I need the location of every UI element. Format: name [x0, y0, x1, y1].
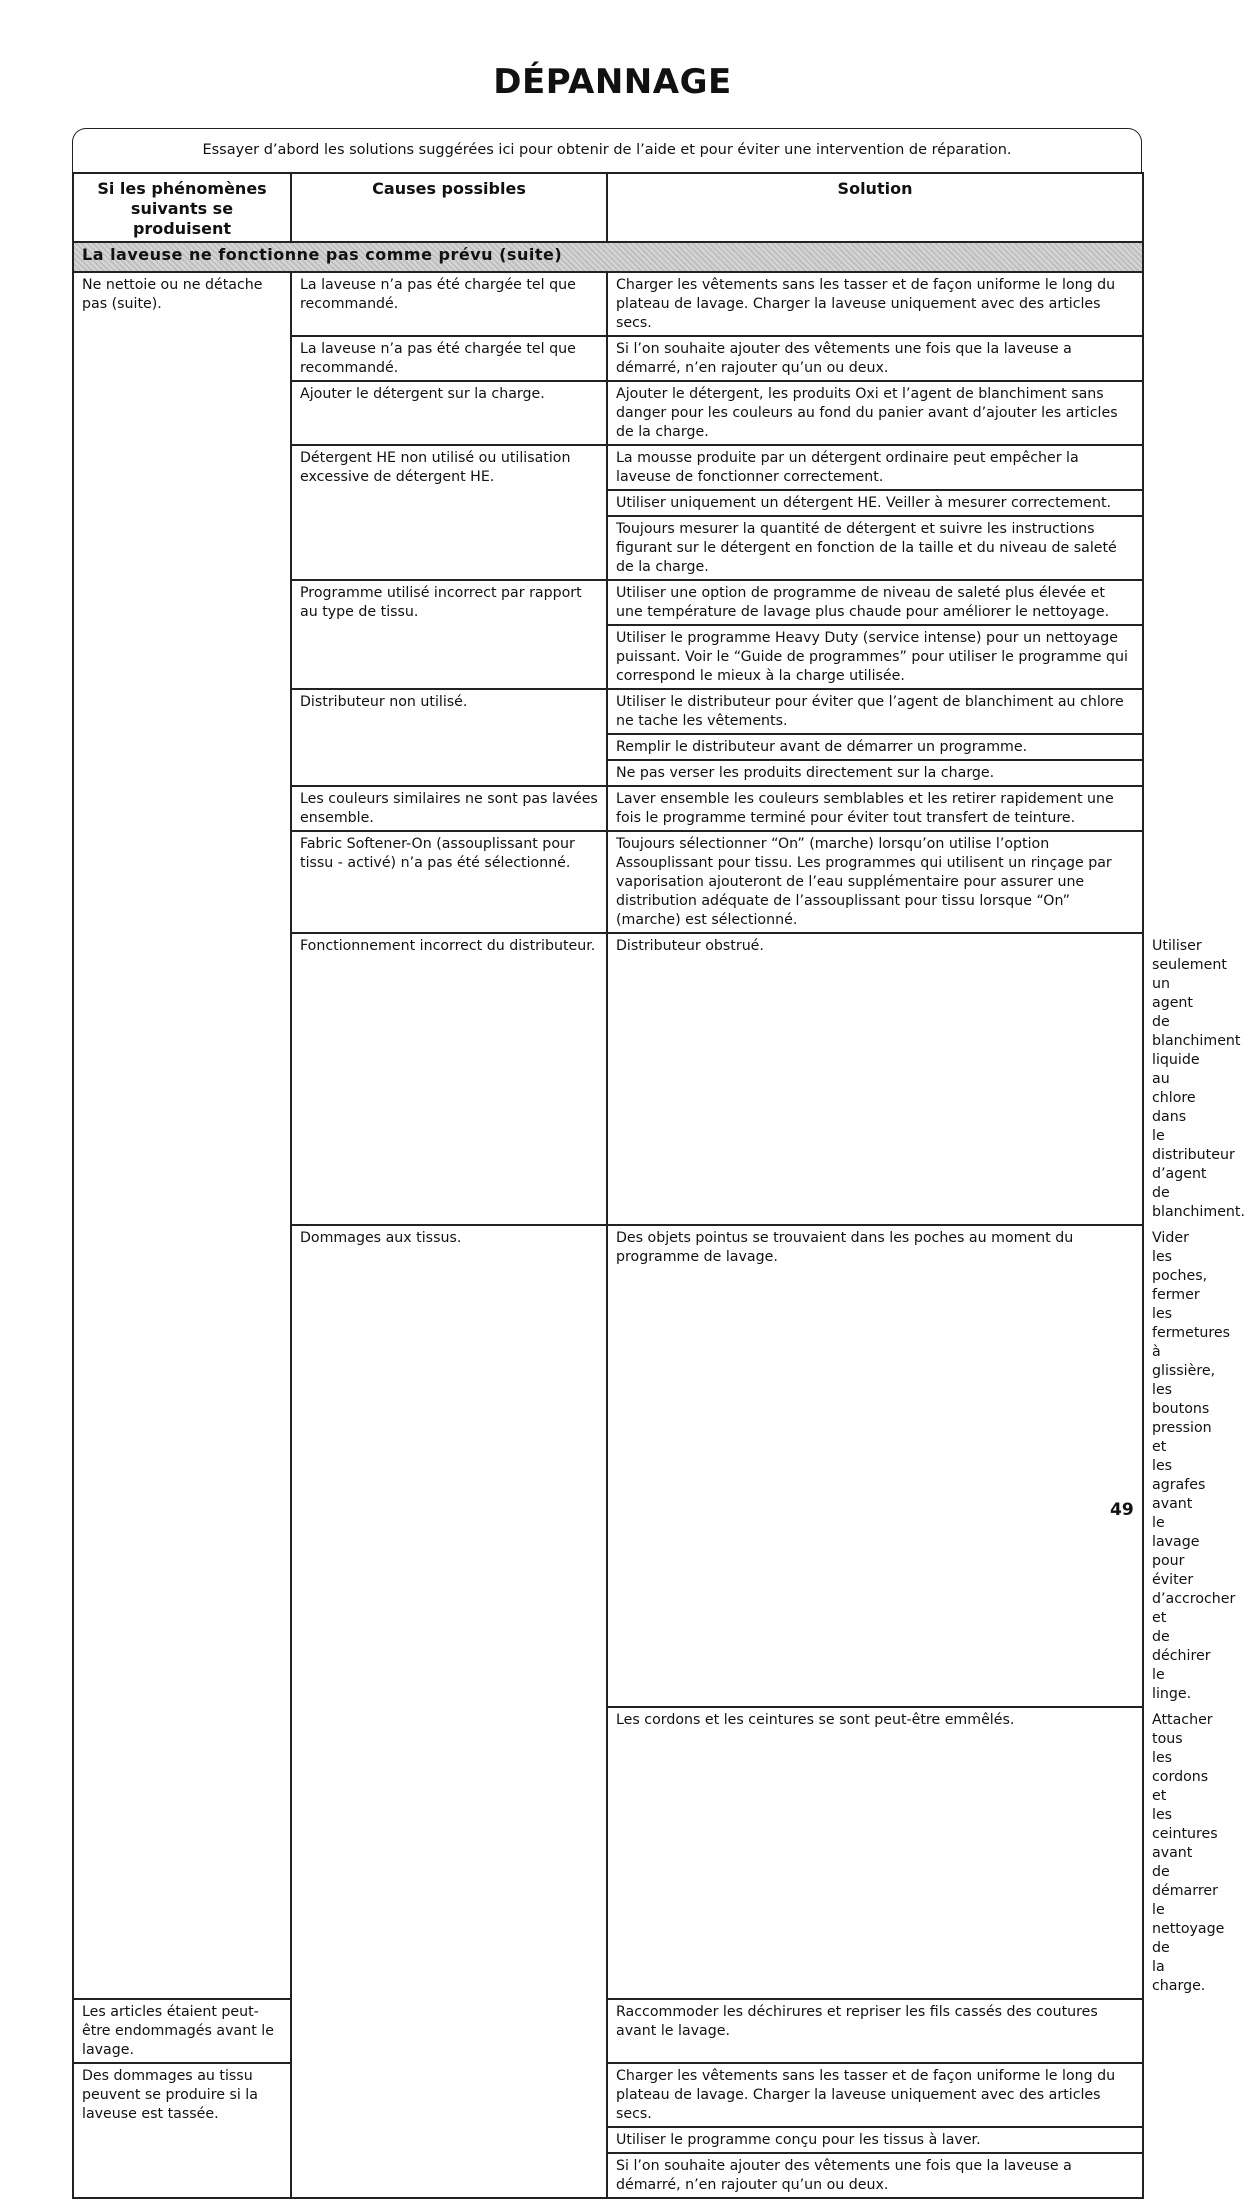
table-row [73, 1999, 1143, 2063]
cause-cell: Les cordons et les ceintures se sont peut-être emmêlés. [607, 1707, 1143, 1999]
cause-cell: Les couleurs similaires ne sont pas lavées ensemble. [291, 786, 607, 831]
solution-cell: Ne pas verser les produits directement sur la charge. [607, 760, 1143, 786]
page-number: 49 [1110, 1500, 1134, 1520]
cause-cell: Distributeur non utilisé. [291, 689, 607, 786]
solution-cell: Laver ensemble les couleurs semblables et les retirer rapidement une fois le programme terminé pour éviter tout transfert de teinture. [607, 786, 1143, 831]
solution-cell: Toujours mesurer la quantité de détergent et suivre les instructions figurant sur le détergent en fonction de la taille et du niveau de saleté de la charge. [607, 516, 1143, 580]
cause-cell: La laveuse n’a pas été chargée tel que recommandé. [291, 336, 607, 381]
intro-text: Essayer d’abord les solutions suggérées ici pour obtenir de l’aide et pour éviter une intervention de réparation. [202, 142, 1012, 158]
header-solution: Solution [607, 173, 1143, 242]
cause-cell: Détergent HE non utilisé ou utilisation excessive de détergent HE. [291, 445, 607, 580]
table-row: Les cordons et les ceintures se sont peut-être emmêlés. Attacher tous les cordons et les ceintures avant de démarrer le nettoyage de la charge. [73, 1707, 1143, 1999]
header-symptom: Si les phénomènes suivants se produisent [73, 173, 291, 242]
solution-cell: Charger les vêtements sans les tasser et de façon uniforme le long du plateau de lavage. Charger la laveuse uniquement avec des articles secs. [607, 2063, 1143, 2127]
header-cause: Causes possibles [291, 173, 607, 242]
solution-cell: Si l’on souhaite ajouter des vêtements une fois que la laveuse a démarré, n’en rajouter qu’un ou deux. [607, 336, 1143, 381]
cause-cell: Distributeur obstrué. [607, 933, 1143, 1225]
cause-cell: Programme utilisé incorrect par rapport au type de tissu. [291, 580, 607, 689]
solution-cell: Ajouter le détergent, les produits Oxi et l’agent de blanchiment sans danger pour les couleurs au fond du panier avant d’ajouter les articles de la charge. [607, 381, 1143, 445]
symptom-cell: Dommages aux tissus. [291, 1225, 607, 2198]
page-title: DÉPANNAGE [493, 62, 732, 102]
cause-cell: Ajouter le détergent sur la charge. [291, 381, 607, 445]
cause-cell: La laveuse n’a pas été chargée tel que recommandé. [291, 272, 607, 336]
solution-cell: Utiliser le programme conçu pour les tissus à laver. [607, 2127, 1143, 2153]
cause-cell: Fabric Softener-On (assouplissant pour tissu - activé) n’a pas été sélectionné. [291, 831, 607, 933]
solution-cell: Toujours sélectionner “On” (marche) lorsqu’on utilise l’option Assouplissant pour tissu. Les programmes qui utilisent un rinçage par vaporisation ajouteront de l’eau supplémentaire pour assurer une distribution adéquate de l’assouplissant pour tissu lorsque “On” (marche) est sélectionné. [607, 831, 1143, 933]
solution-cell: Utiliser le distributeur pour éviter que l’agent de blanchiment au chlore ne tache les vêtements. [607, 689, 1143, 734]
solution-cell: Charger les vêtements sans les tasser et de façon uniforme le long du plateau de lavage. Charger la laveuse uniquement avec des articles secs. [607, 272, 1143, 336]
section-title: La laveuse ne fonctionne pas comme prévu (suite) [73, 242, 1143, 272]
troubleshooting-table [72, 172, 1245, 2199]
table-row: Fonctionnement incorrect du distributeur. Distributeur obstrué. Utiliser seulement un agent de blanchiment liquide au chlore dans le distributeur d’agent de blanchiment. [73, 933, 1143, 1225]
symptom-cell: Fonctionnement incorrect du distributeur. [291, 933, 607, 1225]
solution-cell: Remplir le distributeur avant de démarrer un programme. [607, 734, 1143, 760]
table-row: Dommages aux tissus. Des objets pointus se trouvaient dans les poches au moment du programme de lavage. Vider les poches, fermer les fermetures à glissière, les boutons pression et les agrafes avant le lavage pour éviter d’accrocher et de déchirer le linge. [73, 1225, 1143, 1707]
symptom-cell: Ne nettoie ou ne détache pas (suite). [73, 272, 291, 1999]
table-row [73, 272, 1143, 336]
solution-cell: Raccommoder les déchirures et repriser les fils cassés des coutures avant le lavage. [607, 1999, 1143, 2063]
cause-cell: Des objets pointus se trouvaient dans les poches au moment du programme de lavage. [607, 1225, 1143, 1707]
solution-cell: Si l’on souhaite ajouter des vêtements une fois que la laveuse a démarré, n’en rajouter qu’un ou deux. [607, 2153, 1143, 2198]
solution-cell: Utiliser le programme Heavy Duty (service intense) pour un nettoyage puissant. Voir le “Guide de programmes” pour utiliser le programme qui correspond le mieux à la charge utilisée. [607, 625, 1143, 689]
solution-cell: Utiliser une option de programme de niveau de saleté plus élevée et une température de lavage plus chaude pour améliorer le nettoyage. [607, 580, 1143, 625]
solution-cell: Utiliser uniquement un détergent HE. Veiller à mesurer correctement. [607, 490, 1143, 516]
cause-cell: Les articles étaient peut-être endommagés avant le lavage. [73, 1999, 291, 2063]
section-row [73, 242, 1143, 272]
cause-cell: Des dommages au tissu peuvent se produire si la laveuse est tassée. [73, 2063, 291, 2198]
solution-cell: La mousse produite par un détergent ordinaire peut empêcher la laveuse de fonctionner correctement. [607, 445, 1143, 490]
header-row [73, 173, 1143, 242]
table-row [73, 2063, 1143, 2127]
